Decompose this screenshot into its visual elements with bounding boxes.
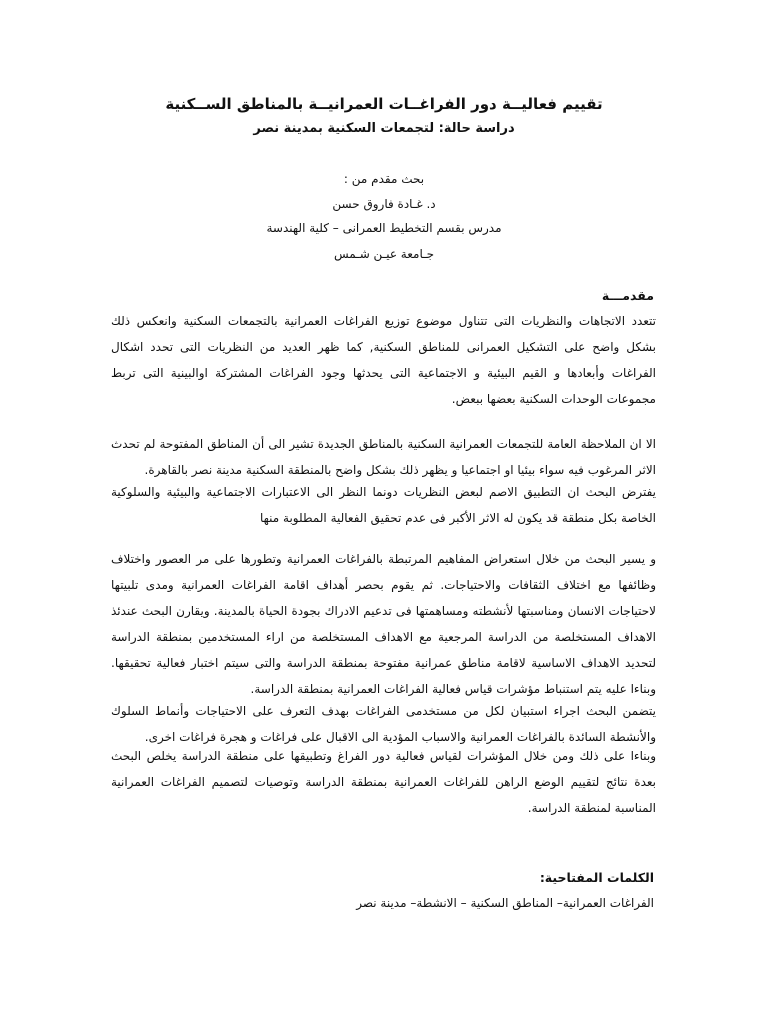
- paragraph-3: يفترض البحث ان التطبيق الاصم لبعض النظريات دونما النظر الى الاعتبارات الاجتماعية والبيئية والسلوكية الخاصة بكل منطقة قد يكون له الاثر الأكبر فى عدم تحقيق الفعالية المطلوبة منها: [111, 485, 656, 525]
- keywords-list: الفراغات العمرانية– المناطق السكنية – الانشطة– مدينة نصر: [356, 896, 654, 910]
- author-name: د. غـادة فاروق حسن: [332, 197, 436, 211]
- paragraph-2: الا ان الملاحظة العامة للتجمعات العمرانية السكنية بالمناطق الجديدة تشير الى أن المناطق المفتوحة لم تحدث الاثر المرغوب فيه سواء بيئيا او اجتماعيا و يظهر ذلك بشكل واضح بالمنطقة السكنية مدينة نصر بالقاهرة.: [111, 437, 656, 477]
- paper-subtitle: دراسة حالة: لتجمعات السكنية بمدينة نصر: [253, 121, 515, 136]
- presented-by-label: بحث مقدم من :: [343, 172, 425, 186]
- paragraph-5: يتضمن البحث اجراء استبيان لكل من مستخدمى الفراغات بهدف التعرف على الاحتياجات وأنماط السلوك والأنشطة السائدة بالفراغات العمرانية والاسباب المؤدية الى الاقبال على فراغات و هجرة فراغات اخرى.: [111, 704, 656, 744]
- author-university: جـامعة عيـن شـمس: [333, 247, 435, 261]
- introduction-heading: مقدمـــة: [601, 288, 654, 303]
- author-position: مدرس بقسم التخطيط العمرانى – كلية الهندسة: [266, 221, 502, 235]
- paragraph-6: وبناءا على ذلك ومن خلال المؤشرات لقياس فعالية دور الفراغ وتطبيقها على منطقة الدراسة يخلص البحث بعدة نتائج لتقييم الوضع الراهن للفراغات العمرانية بمنطقة الدراسة وتوصيات لتصميم الفراغات العمرانية المناسبة لمنطقة الدراسة.: [111, 749, 656, 815]
- keywords-heading: الكلمات المفتاحية:: [539, 870, 654, 885]
- paragraph-1: تتعدد الاتجاهات والنظريات التى تتناول موضوع توزيع الفراغات العمرانية بالتجمعات السكنية وانعكس ذلك بشكل واضح على التشكيل العمرانى للمناطق السكنية, كما ظهر العديد من النظريات التى تحدد اشكال الفراغات وأبعادها و القيم البيئية و الاجتماعية التى يحدثها وجود الفراغات المشتركة اوالبينية التى تربط مجموعات الوحدات السكنية بعضها ببعض.: [111, 314, 656, 406]
- paper-title: تقييم فعاليــة دور الفراغــات العمرانيــة بالمناطق الســكنية: [165, 95, 603, 113]
- paragraph-4: و يسير البحث من خلال استعراض المفاهيم المرتبطة بالفراغات العمرانية وتطورها على مر العصور واختلاف وظائفها مع اختلاف الثقافات والاحتياجات. ثم يقوم بحصر أهداف اقامة الفراغات العمرانية ومدى تلبيتها لاحتياجات الانسان ومناسبتها لأنشطته ومساهمتها فى تدعيم الادراك بجودة الحياة بالمدينة. ويقارن البحث عندئذ الاهداف المستخلصة من الدراسة المرجعية مع الاهداف المستخلصة من اراء المستخدمين بمنطقة الدراسة لتحديد الاهداف الاساسية لاقامة مناطق عمرانية مفتوحة بمنطقة الدراسة والتى سيتم اختبار فعالية تحقيقها. وبناءا عليه يتم استنباط مؤشرات قياس فعالية الفراغات العمرانية بمنطقة الدراسة.: [111, 552, 656, 696]
